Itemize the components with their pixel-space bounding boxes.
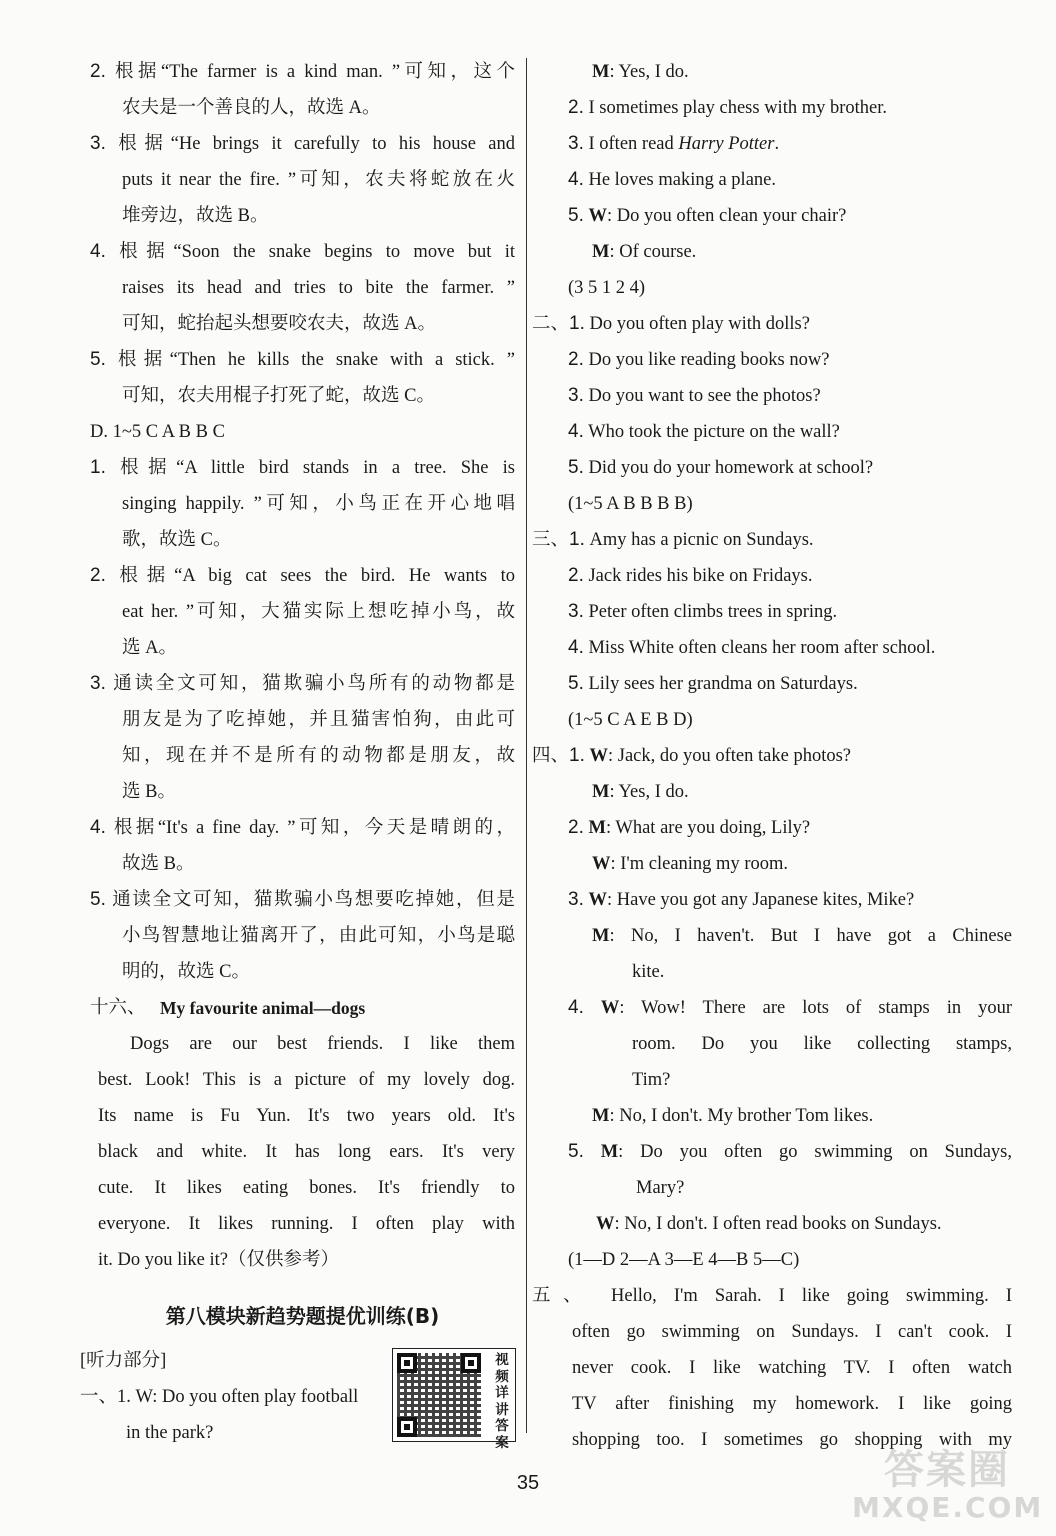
question-1-line-1: 一、1. W: Do you often play football bbox=[80, 1387, 359, 1407]
answer-line: 2. 根据“A big cat sees the bird. He wants to bbox=[90, 565, 515, 586]
qr-finder-bottom-left bbox=[397, 1417, 417, 1437]
answer-line: M: Yes, I do. bbox=[592, 782, 689, 802]
qr-finder-top-left bbox=[397, 1353, 417, 1373]
answer-line: 4. 根据“Soon the snake begins to move but it bbox=[90, 241, 515, 262]
answer-line: singing happily. ”可知，小鸟正在开心地唱 bbox=[122, 494, 515, 514]
answer-line: 五、 Hello, I'm Sarah. I like going swimming. I bbox=[532, 1286, 1012, 1306]
answer-line: W: No, I don't. I often read books on Sundays. bbox=[596, 1214, 942, 1234]
answer-line: shopping too. I sometimes go shopping with my bbox=[572, 1430, 1012, 1450]
answer-line: 3. W: Have you got any Japanese kites, Mike? bbox=[568, 889, 915, 910]
answer-line: 朋友是为了吃掉她，并且猫害怕狗，由此可 bbox=[122, 710, 515, 730]
module-heading: 第八模块新趋势题提优训练(B) bbox=[165, 1304, 440, 1328]
answer-line: Tim? bbox=[632, 1070, 671, 1090]
left-column bbox=[80, 54, 515, 1451]
answer-line: 4. W: Wow! There are lots of stamps in your bbox=[568, 997, 1012, 1018]
answer-line: 4. He loves making a plane. bbox=[568, 169, 776, 190]
essay-line: Its name is Fu Yun. It's two years old. It's bbox=[98, 1106, 515, 1126]
answer-line: 3. Peter often climbs trees in spring. bbox=[568, 601, 838, 622]
answer-line: 3. 通读全文可知，猫欺骗小鸟所有的动物都是 bbox=[90, 673, 515, 694]
section-16-header bbox=[90, 990, 515, 1026]
answer-line: room. Do you like collecting stamps, bbox=[632, 1034, 1012, 1054]
answer-line: 农夫是一个善良的人，故选 A。 bbox=[122, 98, 381, 118]
qr-caption-char: 案 bbox=[495, 1434, 509, 1451]
answer-line: 四、1. W: Jack, do you often take photos? bbox=[532, 745, 852, 766]
answer-line: 5. 通读全文可知，猫欺骗小鸟想要吃掉她，但是 bbox=[90, 889, 515, 910]
answer-line: 歌，故选 C。 bbox=[122, 530, 232, 550]
answer-line: 1. 根据“A little bird stands in a tree. She is bbox=[90, 457, 515, 478]
answer-line: 4. 根据“It's a fine day. ”可知，今天是晴朗的， bbox=[90, 817, 515, 838]
answer-line: TV after finishing my homework. I like going bbox=[572, 1394, 1012, 1414]
essay-line: it. Do you like it?（仅供参考） bbox=[98, 1250, 339, 1270]
answer-line: M: Yes, I do. bbox=[592, 62, 689, 82]
column-divider bbox=[526, 58, 527, 1433]
qr-caption-char: 答 bbox=[495, 1418, 509, 1434]
answer-line: 5. Did you do your homework at school? bbox=[568, 457, 874, 478]
answer-line: puts it near the fire. ”可知，农夫将蛇放在火 bbox=[122, 170, 515, 190]
answer-line: 2. M: What are you doing, Lily? bbox=[568, 817, 811, 838]
right-answer-lines bbox=[532, 54, 1012, 1458]
answer-line: 5. Lily sees her grandma on Saturdays. bbox=[568, 673, 858, 694]
answer-line: 4. Miss White often cleans her room after school. bbox=[568, 637, 936, 658]
answer-line: 三、1. Amy has a picnic on Sundays. bbox=[532, 529, 814, 550]
answer-line: raises its head and tries to bite the farmer. ” bbox=[122, 278, 515, 298]
answer-line: 小鸟智慧地让猫离开了，由此可知，小鸟是聪 bbox=[122, 926, 515, 946]
left-answer-lines bbox=[90, 54, 515, 990]
watermark bbox=[852, 1448, 1042, 1532]
answer-line: 二、1. Do you often play with dolls? bbox=[532, 313, 810, 334]
answer-line: M: No, I haven't. But I have got a Chinese bbox=[592, 926, 1012, 946]
watermark-line-1: 答案圈 bbox=[884, 1447, 1010, 1493]
answer-line: kite. bbox=[632, 962, 665, 982]
essay-body bbox=[90, 1026, 515, 1278]
answer-line: M: No, I don't. My brother Tom likes. bbox=[592, 1106, 874, 1126]
page-number: 35 bbox=[516, 1472, 540, 1494]
answer-line: (3 5 1 2 4) bbox=[568, 278, 646, 298]
qr-caption bbox=[493, 1352, 511, 1451]
essay-line: Dogs are our best friends. I like them bbox=[130, 1034, 515, 1054]
essay-line: everyone. It likes running. I often play with bbox=[98, 1214, 515, 1234]
answer-line: 5. M: Do you often go swimming on Sundays, bbox=[568, 1141, 1012, 1162]
listening-label: [听力部分] bbox=[80, 1351, 167, 1371]
essay-title: My favourite animal—dogs bbox=[160, 998, 366, 1018]
answer-line: 可知，蛇抬起头想要咬农夫，故选 A。 bbox=[122, 314, 436, 334]
answer-line: Mary? bbox=[636, 1178, 685, 1198]
qr-code[interactable] bbox=[392, 1348, 516, 1451]
answer-line: M: Of course. bbox=[592, 242, 697, 262]
answer-line: never cook. I like watching TV. I often watch bbox=[572, 1358, 1012, 1378]
answer-line: 2. Jack rides his bike on Fridays. bbox=[568, 565, 813, 586]
answer-line: 知，现在并不是所有的动物都是朋友，故 bbox=[122, 746, 515, 766]
answer-line: 堆旁边，故选 B。 bbox=[122, 206, 269, 226]
answer-line: 3. I often read Harry Potter. bbox=[568, 133, 780, 154]
answer-line: 5. 根据“Then he kills the snake with a stick. ” bbox=[90, 349, 515, 370]
essay-line: cute. It likes eating bones. It's friendly to bbox=[98, 1178, 515, 1198]
answer-line: eat her. ”可知，大猫实际上想吃掉小鸟，故 bbox=[122, 602, 515, 622]
answer-line: W: I'm cleaning my room. bbox=[592, 854, 789, 874]
right-column bbox=[532, 54, 1012, 1458]
answer-line: (1~5 C A E B D) bbox=[568, 710, 693, 730]
watermark-line-2: MXQE.COM bbox=[852, 1491, 1044, 1524]
qr-caption-char: 视 bbox=[495, 1352, 509, 1368]
answer-line: 2. Do you like reading books now? bbox=[568, 349, 830, 370]
answer-line: 2. I sometimes play chess with my brother. bbox=[568, 97, 888, 118]
answer-line: 4. Who took the picture on the wall? bbox=[568, 421, 840, 442]
answer-line: 5. W: Do you often clean your chair? bbox=[568, 205, 847, 226]
question-1-line-2: in the park? bbox=[126, 1423, 214, 1443]
answer-line: 选 A。 bbox=[122, 638, 177, 658]
answer-line: often go swimming on Sundays. I can't cook. I bbox=[572, 1322, 1012, 1342]
qr-caption-char: 频 bbox=[495, 1368, 509, 1385]
qr-caption-char: 讲 bbox=[495, 1401, 509, 1418]
answer-line: 3. Do you want to see the photos? bbox=[568, 385, 821, 406]
answer-line: 2. 根据“The farmer is a kind man. ”可知，这个 bbox=[90, 61, 515, 82]
section-16-label: 十六、 bbox=[90, 998, 146, 1018]
essay-line: black and white. It has long ears. It's very bbox=[98, 1142, 515, 1162]
answer-line: (1~5 A B B B B) bbox=[568, 494, 693, 514]
answer-line: 明的，故选 C。 bbox=[122, 962, 250, 982]
answer-line: 选 B。 bbox=[122, 782, 176, 802]
answer-line: 可知，农夫用棍子打死了蛇，故选 C。 bbox=[122, 386, 435, 406]
qr-finder-top-right bbox=[461, 1353, 481, 1373]
answer-line: (1—D 2—A 3—E 4—B 5—C) bbox=[568, 1250, 800, 1270]
answer-line: 故选 B。 bbox=[122, 854, 195, 874]
essay-line: best. Look! This is a picture of my lovely dog. bbox=[98, 1070, 515, 1090]
answer-line: 3. 根据“He brings it carefully to his house and bbox=[90, 133, 515, 154]
qr-caption-char: 详 bbox=[495, 1385, 509, 1401]
answer-line: D. 1~5 C A B B C bbox=[90, 422, 225, 442]
